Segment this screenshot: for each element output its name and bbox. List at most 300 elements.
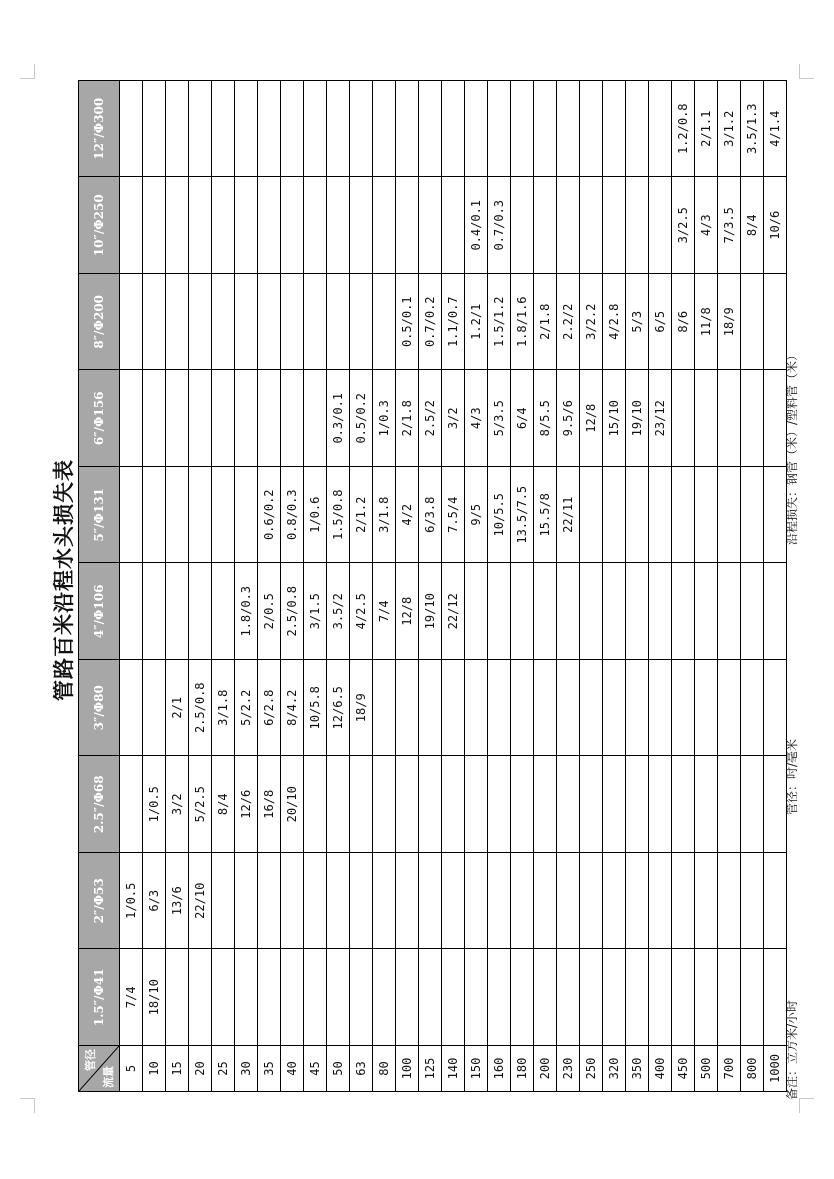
loss-cell: [258, 81, 281, 178]
header-row: [79, 81, 120, 1092]
loss-cell: [419, 949, 442, 1046]
loss-cell: [534, 853, 557, 950]
footnote-diameter-unit: 管径：吋/毫米: [785, 738, 799, 815]
flow-cell: 250: [580, 1046, 603, 1092]
loss-cell: 8/5.5: [534, 370, 557, 467]
loss-cell: [166, 563, 189, 660]
loss-cell: 2.2/2: [557, 274, 580, 371]
loss-cell: [189, 274, 212, 371]
loss-cell: 0.7/0.3: [488, 177, 511, 274]
loss-cell: [603, 660, 626, 757]
loss-cell: [258, 853, 281, 950]
loss-cell: [649, 467, 672, 564]
loss-cell: 18/10: [143, 949, 166, 1046]
loss-cell: [120, 467, 143, 564]
loss-cell: [189, 467, 212, 564]
loss-cell: [649, 563, 672, 660]
loss-cell: [580, 467, 603, 564]
loss-cell: [626, 949, 649, 1046]
loss-cell: [741, 370, 764, 467]
loss-cell: [396, 853, 419, 950]
crop-mark-top-right: [799, 64, 814, 79]
loss-cell: [189, 81, 212, 178]
loss-cell: [143, 274, 166, 371]
loss-cell: [258, 274, 281, 371]
header-size-cell: 12″/Φ300: [79, 81, 120, 178]
loss-cell: [258, 949, 281, 1046]
loss-cell: 2/1.2: [350, 467, 373, 564]
loss-cell: [396, 949, 419, 1046]
flow-cell: 700: [718, 1046, 741, 1092]
loss-cell: [442, 949, 465, 1046]
table-row: [350, 81, 373, 1092]
loss-cell: 8/4: [212, 756, 235, 853]
crop-mark-bottom-right: [799, 1098, 814, 1113]
loss-cell: 1.5/1.2: [488, 274, 511, 371]
table-row: [695, 81, 718, 1092]
loss-cell: [120, 370, 143, 467]
loss-cell: [327, 756, 350, 853]
loss-cell: [741, 756, 764, 853]
loss-cell: 1/0.6: [304, 467, 327, 564]
flow-cell: 400: [649, 1046, 672, 1092]
loss-cell: [166, 274, 189, 371]
loss-cell: [419, 177, 442, 274]
loss-cell: 19/10: [626, 370, 649, 467]
loss-cell: [557, 853, 580, 950]
loss-cell: 0.3/0.1: [327, 370, 350, 467]
loss-cell: [741, 853, 764, 950]
loss-cell: [235, 274, 258, 371]
loss-cell: [603, 563, 626, 660]
loss-cell: 15.5/8: [534, 467, 557, 564]
loss-cell: [764, 563, 787, 660]
loss-cell: [419, 660, 442, 757]
loss-cell: [235, 467, 258, 564]
loss-cell: [511, 853, 534, 950]
loss-cell: [534, 81, 557, 178]
loss-cell: [603, 177, 626, 274]
loss-cell: 2.5/2: [419, 370, 442, 467]
loss-cell: [672, 467, 695, 564]
loss-cell: [695, 467, 718, 564]
loss-cell: 3/2: [166, 756, 189, 853]
loss-cell: [189, 563, 212, 660]
loss-cell: [373, 274, 396, 371]
loss-cell: [603, 81, 626, 178]
loss-cell: 2/1.8: [534, 274, 557, 371]
loss-cell: [511, 949, 534, 1046]
flow-cell: 15: [166, 1046, 189, 1092]
loss-cell: 1.5/0.8: [327, 467, 350, 564]
loss-cell: [580, 853, 603, 950]
loss-cell: [166, 467, 189, 564]
loss-cell: [143, 81, 166, 178]
table-row: [649, 81, 672, 1092]
loss-cell: [557, 660, 580, 757]
loss-cell: [580, 563, 603, 660]
table-row: [281, 81, 304, 1092]
loss-cell: [672, 756, 695, 853]
corner-label-flow: 流量: [102, 1066, 115, 1088]
table-row: [373, 81, 396, 1092]
loss-cell: 0.8/0.3: [281, 467, 304, 564]
loss-cell: [741, 563, 764, 660]
flow-cell: 80: [373, 1046, 396, 1092]
loss-cell: [281, 81, 304, 178]
loss-cell: [488, 853, 511, 950]
loss-cell: 22/10: [189, 853, 212, 950]
loss-cell: [649, 853, 672, 950]
loss-cell: [350, 853, 373, 950]
loss-cell: [143, 370, 166, 467]
loss-cell: [672, 370, 695, 467]
loss-cell: [235, 949, 258, 1046]
flow-cell: 25: [212, 1046, 235, 1092]
loss-cell: [327, 853, 350, 950]
loss-cell: [166, 81, 189, 178]
loss-cell: [649, 949, 672, 1046]
loss-cell: 10/6: [764, 177, 787, 274]
loss-cell: [718, 949, 741, 1046]
rotated-page-content: [40, 60, 800, 1100]
loss-cell: [603, 853, 626, 950]
loss-cell: [120, 660, 143, 757]
loss-cell: 5/3: [626, 274, 649, 371]
flow-cell: 10: [143, 1046, 166, 1092]
loss-cell: [166, 177, 189, 274]
loss-cell: [603, 949, 626, 1046]
loss-cell: 22/12: [442, 563, 465, 660]
loss-cell: [304, 949, 327, 1046]
flow-cell: 230: [557, 1046, 580, 1092]
loss-cell: [212, 370, 235, 467]
loss-cell: 8/4: [741, 177, 764, 274]
loss-cell: [143, 177, 166, 274]
loss-cell: 4/3: [465, 370, 488, 467]
loss-cell: [695, 563, 718, 660]
loss-cell: [442, 756, 465, 853]
loss-cell: 1/0.5: [143, 756, 166, 853]
loss-cell: 2.5/0.8: [281, 563, 304, 660]
loss-cell: [327, 81, 350, 178]
loss-cell: [511, 81, 534, 178]
loss-cell: 11/8: [695, 274, 718, 371]
loss-cell: [488, 563, 511, 660]
loss-cell: [695, 949, 718, 1046]
loss-cell: [327, 949, 350, 1046]
loss-cell: [465, 81, 488, 178]
loss-cell: [626, 177, 649, 274]
loss-cell: 4/3: [695, 177, 718, 274]
loss-cell: [304, 370, 327, 467]
loss-cell: 1.1/0.7: [442, 274, 465, 371]
loss-cell: [350, 81, 373, 178]
loss-cell: 7/4: [120, 949, 143, 1046]
loss-cell: 3.5/2: [327, 563, 350, 660]
flow-cell: 160: [488, 1046, 511, 1092]
loss-cell: 0.5/0.1: [396, 274, 419, 371]
loss-cell: [741, 274, 764, 371]
loss-cell: [626, 563, 649, 660]
loss-cell: 16/8: [258, 756, 281, 853]
loss-cell: [580, 949, 603, 1046]
loss-cell: [626, 467, 649, 564]
loss-cell: [396, 756, 419, 853]
loss-cell: [649, 81, 672, 178]
flow-cell: 180: [511, 1046, 534, 1092]
flow-cell: 150: [465, 1046, 488, 1092]
loss-cell: 0.4/0.1: [465, 177, 488, 274]
loss-cell: [350, 177, 373, 274]
loss-cell: [189, 949, 212, 1046]
loss-cell: 3.5/1.3: [741, 81, 764, 178]
flow-cell: 125: [419, 1046, 442, 1092]
loss-cell: [212, 274, 235, 371]
flow-cell: 50: [327, 1046, 350, 1092]
loss-cell: [557, 949, 580, 1046]
loss-cell: 18/9: [350, 660, 373, 757]
flow-cell: 30: [235, 1046, 258, 1092]
loss-cell: [235, 81, 258, 178]
loss-cell: [511, 563, 534, 660]
table-row: [534, 81, 557, 1092]
loss-cell: [580, 81, 603, 178]
loss-cell: 3/1.2: [718, 81, 741, 178]
flow-cell: 40: [281, 1046, 304, 1092]
loss-cell: [718, 370, 741, 467]
table-row: [557, 81, 580, 1092]
loss-cell: 0.6/0.2: [258, 467, 281, 564]
loss-cell: [764, 853, 787, 950]
table-row: [741, 81, 764, 1092]
loss-cell: [741, 949, 764, 1046]
loss-cell: [373, 853, 396, 950]
loss-cell: [258, 177, 281, 274]
loss-cell: [442, 81, 465, 178]
header-size-cell: 2.5″/Φ68: [79, 756, 120, 853]
header-size-cell: 5″/Φ131: [79, 467, 120, 564]
loss-cell: [120, 81, 143, 178]
table-row: [258, 81, 281, 1092]
flow-cell: 800: [741, 1046, 764, 1092]
loss-cell: [327, 274, 350, 371]
loss-cell: 2/0.5: [258, 563, 281, 660]
loss-cell: 23/12: [649, 370, 672, 467]
loss-cell: 9.5/6: [557, 370, 580, 467]
header-size-cell: 2″/Φ53: [79, 853, 120, 950]
loss-cell: 1.8/1.6: [511, 274, 534, 371]
loss-cell: [718, 853, 741, 950]
loss-cell: [281, 370, 304, 467]
table-row: [465, 81, 488, 1092]
loss-cell: [327, 177, 350, 274]
loss-cell: [695, 370, 718, 467]
loss-cell: [695, 660, 718, 757]
loss-cell: 2/1.8: [396, 370, 419, 467]
loss-cell: 19/10: [419, 563, 442, 660]
loss-cell: [304, 274, 327, 371]
header-size-cell: 8″/Φ200: [79, 274, 120, 371]
loss-cell: [718, 660, 741, 757]
loss-cell: [373, 660, 396, 757]
loss-cell: [281, 949, 304, 1046]
table-row: [511, 81, 534, 1092]
loss-cell: [189, 177, 212, 274]
loss-cell: 7/4: [373, 563, 396, 660]
loss-cell: [212, 853, 235, 950]
loss-cell: [281, 853, 304, 950]
loss-cell: 6/3.8: [419, 467, 442, 564]
loss-cell: [557, 563, 580, 660]
corner-header-cell: [79, 1046, 120, 1092]
loss-cell: 10/5.8: [304, 660, 327, 757]
loss-cell: [373, 949, 396, 1046]
flow-cell: 350: [626, 1046, 649, 1092]
table-row: [442, 81, 465, 1092]
loss-cell: [580, 756, 603, 853]
loss-cell: 12/6.5: [327, 660, 350, 757]
loss-cell: 1.2/0.8: [672, 81, 695, 178]
loss-cell: [695, 853, 718, 950]
loss-cell: [120, 177, 143, 274]
header-size-cell: 1.5″/Φ41: [79, 949, 120, 1046]
loss-cell: [212, 177, 235, 274]
footnote-flow-unit: 备注：立方米/小时: [785, 999, 799, 1100]
loss-cell: 12/8: [396, 563, 419, 660]
loss-cell: [741, 467, 764, 564]
flow-cell: 1000: [764, 1046, 787, 1092]
loss-cell: 1/0.5: [120, 853, 143, 950]
loss-cell: [534, 756, 557, 853]
loss-cell: 2.5/0.8: [189, 660, 212, 757]
loss-cell: [626, 81, 649, 178]
loss-cell: 5/3.5: [488, 370, 511, 467]
flow-cell: 140: [442, 1046, 465, 1092]
crop-mark-top-left: [20, 64, 35, 79]
loss-cell: 2/1.1: [695, 81, 718, 178]
loss-cell: [143, 467, 166, 564]
loss-cell: [465, 563, 488, 660]
table-row: [488, 81, 511, 1092]
loss-cell: [534, 177, 557, 274]
loss-cell: 3/2.2: [580, 274, 603, 371]
loss-cell: [465, 949, 488, 1046]
table-row: [327, 81, 350, 1092]
flow-cell: 63: [350, 1046, 373, 1092]
loss-cell: 1.2/1: [465, 274, 488, 371]
loss-cell: [304, 81, 327, 178]
loss-cell: 4/2: [396, 467, 419, 564]
flow-cell: 100: [396, 1046, 419, 1092]
flow-cell: 450: [672, 1046, 695, 1092]
flow-cell: 35: [258, 1046, 281, 1092]
loss-cell: [557, 177, 580, 274]
table-row: [672, 81, 695, 1092]
loss-cell: [534, 563, 557, 660]
loss-cell: [718, 756, 741, 853]
loss-cell: [419, 853, 442, 950]
loss-cell: [235, 370, 258, 467]
loss-cell: [488, 81, 511, 178]
loss-cell: [442, 660, 465, 757]
flow-cell: 320: [603, 1046, 626, 1092]
loss-cell: 3/2: [442, 370, 465, 467]
loss-cell: 13/6: [166, 853, 189, 950]
loss-cell: [235, 853, 258, 950]
loss-cell: [120, 563, 143, 660]
loss-cell: [534, 660, 557, 757]
loss-cell: [649, 177, 672, 274]
loss-cell: [718, 563, 741, 660]
table-row: [396, 81, 419, 1092]
loss-cell: [442, 177, 465, 274]
loss-cell: [442, 853, 465, 950]
loss-cell: [212, 467, 235, 564]
loss-cell: [419, 81, 442, 178]
loss-cell: [626, 660, 649, 757]
header-size-cell: 4″/Φ106: [79, 563, 120, 660]
loss-cell: 3/2.5: [672, 177, 695, 274]
loss-cell: [649, 756, 672, 853]
loss-cell: [120, 274, 143, 371]
page-title: 管路百米沿程水头损失表: [52, 459, 76, 701]
header-size-cell: 6″/Φ156: [79, 370, 120, 467]
loss-cell: 6/3: [143, 853, 166, 950]
loss-cell: [557, 81, 580, 178]
loss-cell: [511, 756, 534, 853]
table-row: [764, 81, 787, 1092]
loss-cell: [511, 660, 534, 757]
table-row: [166, 81, 189, 1092]
header-size-cell: 10″/Φ250: [79, 177, 120, 274]
loss-cell: [143, 660, 166, 757]
loss-cell: [649, 660, 672, 757]
loss-cell: [718, 467, 741, 564]
loss-cell: 13.5/7.5: [511, 467, 534, 564]
loss-cell: [741, 660, 764, 757]
loss-cell: [396, 177, 419, 274]
table-row: [718, 81, 741, 1092]
loss-cell: 18/9: [718, 274, 741, 371]
corner-label-diameter: 管径: [84, 1049, 97, 1071]
loss-cell: [396, 81, 419, 178]
loss-cell: [143, 563, 166, 660]
loss-cell: 4/1.4: [764, 81, 787, 178]
loss-cell: [281, 274, 304, 371]
flow-cell: 5: [120, 1046, 143, 1092]
table-row: [189, 81, 212, 1092]
loss-cell: [534, 949, 557, 1046]
loss-cell: 20/10: [281, 756, 304, 853]
table-row: [304, 81, 327, 1092]
loss-cell: [603, 467, 626, 564]
loss-cell: 4/2.5: [350, 563, 373, 660]
loss-cell: 6/4: [511, 370, 534, 467]
loss-cell: 10/5.5: [488, 467, 511, 564]
loss-cell: [580, 660, 603, 757]
loss-cell: 6/2.8: [258, 660, 281, 757]
loss-cell: [350, 949, 373, 1046]
loss-cell: [212, 563, 235, 660]
table-row: [235, 81, 258, 1092]
loss-cell: 22/11: [557, 467, 580, 564]
loss-cell: 0.7/0.2: [419, 274, 442, 371]
loss-cell: 3/1.8: [212, 660, 235, 757]
loss-cell: [488, 949, 511, 1046]
loss-cell: [350, 756, 373, 853]
flow-cell: 20: [189, 1046, 212, 1092]
